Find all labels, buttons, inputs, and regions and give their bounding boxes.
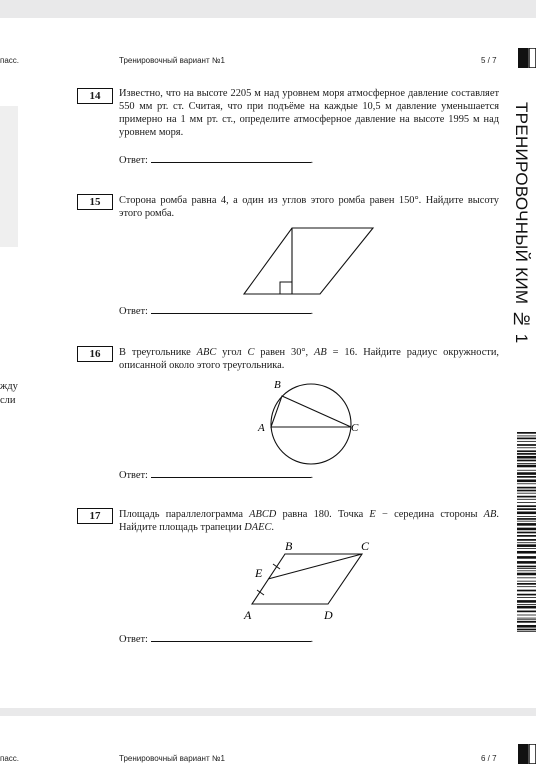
problem-17-text — [119, 508, 499, 534]
barcode-stripe — [517, 551, 536, 554]
problem-number-16 — [77, 346, 113, 362]
barcode-stripe — [517, 544, 536, 547]
barcode-stripe — [517, 441, 536, 442]
barcode-stripe — [517, 490, 536, 492]
barcode-stripe — [517, 447, 536, 448]
next-worksheet-page — [0, 716, 536, 776]
barcode-stripe — [517, 518, 536, 520]
barcode-stripe — [517, 496, 536, 498]
text-part: Площадь параллелограмма — [119, 509, 250, 520]
text-part: равен 30°, — [254, 347, 315, 358]
barcode-stripe — [517, 432, 536, 434]
math-label: C — [247, 347, 255, 358]
problem-number-text: 16 — [89, 348, 101, 360]
barcode-stripe — [517, 476, 536, 478]
answer-field-16[interactable] — [119, 468, 313, 481]
barcode-stripe — [517, 590, 536, 592]
answer-line[interactable] — [151, 304, 311, 314]
math-label: E — [369, 509, 376, 520]
barcode-stripe — [517, 611, 536, 613]
barcode-stripe — [517, 631, 536, 632]
circle-triangle-figure — [252, 376, 362, 472]
barcode-stripe — [517, 573, 536, 576]
text-part: угол — [216, 347, 248, 358]
barcode-stripe — [517, 583, 536, 585]
answer-label: Ответ: — [119, 634, 148, 645]
barcode-stripe — [517, 523, 536, 526]
problem-number-14: 14 — [77, 88, 113, 104]
barcode-stripe — [517, 499, 536, 500]
left-text-fragment: жду — [0, 381, 18, 392]
math-label: ABC — [196, 347, 217, 358]
parallelogram-figure — [240, 538, 380, 628]
corner-marker — [518, 48, 536, 68]
rhombus-figure — [240, 224, 376, 298]
barcode-stripe — [517, 453, 536, 455]
problem-number-17: 17 — [77, 508, 113, 524]
barcode-stripe — [517, 618, 536, 619]
answer-terminator: . — [310, 634, 314, 645]
barcode-stripe — [517, 594, 536, 596]
barcode-stripe — [517, 528, 536, 531]
barcode-stripe — [517, 581, 536, 582]
answer-field-14[interactable] — [119, 153, 313, 166]
barcode-stripe — [517, 516, 536, 517]
barcode-stripe — [517, 600, 536, 603]
barcode-stripe — [517, 548, 536, 549]
text-part: . Найдите площадь трапеции — [119, 509, 499, 533]
answer-label: Ответ: — [119, 155, 148, 166]
answer-line[interactable] — [151, 153, 311, 163]
barcode-stripe — [517, 502, 536, 503]
math-label: AB — [483, 509, 497, 520]
barcode-stripe — [517, 625, 536, 628]
margin-block — [0, 106, 18, 247]
header-left-fragment: пасс. — [0, 56, 20, 65]
barcode-stripe — [517, 568, 536, 569]
vertical-title-text: ТРЕНИРОВОЧНЫЙ КИМ № 1 — [512, 102, 531, 344]
vertex-label-e: E — [255, 566, 263, 580]
corner-marker — [518, 744, 536, 764]
barcode-stripe — [517, 436, 536, 437]
answer-label: Ответ: — [119, 306, 148, 317]
worksheet-page — [0, 18, 536, 708]
barcode-stripe — [517, 619, 536, 620]
vertex-label-d: D — [324, 608, 333, 622]
answer-line[interactable] — [151, 632, 311, 642]
barcode-stripe — [517, 570, 536, 571]
left-text-fragment: сли — [0, 395, 16, 406]
text-part: = 16. Найдите радиус окружности, описанной около этого треугольника. — [119, 347, 500, 371]
header-title: Тренировочный вариант №1 — [119, 754, 225, 763]
vertex-label-a: A — [258, 422, 265, 434]
answer-terminator: . — [310, 306, 314, 317]
text-part: равна 180. Точка — [276, 509, 370, 520]
barcode-stripe — [517, 521, 536, 522]
barcode-stripe — [517, 460, 536, 462]
vertex-label-a: A — [244, 608, 252, 622]
barcode-stripe — [517, 450, 536, 452]
answer-field-15[interactable] — [119, 304, 313, 317]
barcode-stripe — [517, 508, 536, 510]
barcode-stripe — [517, 479, 536, 482]
barcode-stripe — [517, 597, 536, 598]
header-title: Тренировочный вариант №1 — [119, 56, 225, 65]
barcode-stripe — [517, 532, 536, 534]
barcode-stripe — [517, 470, 536, 471]
barcode-stripe — [517, 539, 536, 541]
barcode-stripe — [517, 535, 536, 537]
barcode-stripe — [517, 472, 536, 475]
answer-line[interactable] — [151, 468, 311, 478]
header-page-number: 5 / 7 — [481, 56, 497, 65]
barcode-stripe — [517, 604, 536, 605]
answer-terminator: . — [310, 470, 314, 481]
answer-terminator: . — [310, 155, 314, 166]
vertical-title — [511, 102, 533, 382]
barcode-stripe — [517, 487, 536, 489]
barcode-stripe — [517, 586, 536, 587]
barcode-stripe — [517, 556, 536, 559]
problem-number-15: 15 — [77, 194, 113, 210]
math-label: DAEC — [244, 522, 272, 533]
barcode-stripe — [517, 493, 536, 494]
barcode-stripe — [517, 483, 536, 484]
barcode-stripe — [517, 561, 536, 564]
answer-label: Ответ: — [119, 470, 148, 481]
problem-16-text — [119, 346, 499, 372]
barcode-stripe — [517, 615, 536, 616]
barcode-stripe — [517, 444, 536, 446]
barcode-stripe — [517, 542, 536, 543]
text-part: − середина стороны — [375, 509, 484, 520]
barcode-stripe — [517, 463, 536, 464]
barcode-stripe — [517, 621, 536, 623]
vertex-label-b: B — [285, 539, 293, 553]
vertex-label-c: C — [351, 422, 359, 434]
barcode-stripe — [517, 505, 536, 507]
barcode-stripe — [517, 606, 536, 609]
vertex-label-c: C — [361, 539, 370, 553]
text-part: . — [271, 522, 274, 533]
problem-14-text: Известно, что на высоте 2205 м над уровнем моря атмосферное давление составляет 550 мм рт. ст. Считая, что при подъёме на каждые 10,5 м давление уменьшается примерно на 1 мм рт. ст., определите атмосферное давление на высоте 1995 м над уровнем моря. — [119, 88, 499, 138]
barcode-stripe — [517, 456, 536, 459]
header-page-number: 6 / 7 — [481, 754, 497, 763]
math-label: ABCD — [249, 509, 277, 520]
barcode — [517, 432, 536, 632]
barcode-stripe — [517, 438, 536, 440]
barcode-stripe — [517, 465, 536, 468]
barcode-stripe — [517, 577, 536, 578]
math-label: AB — [314, 347, 327, 358]
answer-field-17[interactable] — [119, 632, 313, 645]
vertex-label-b: B — [274, 379, 281, 391]
problem-15-text: Сторона ромба равна 4, а один из углов этого ромба равен 150°. Найдите высоту этого ромба. — [119, 195, 499, 219]
text-part: В треугольнике — [119, 347, 197, 358]
barcode-stripe — [517, 629, 536, 631]
header-left-fragment: пасс. — [0, 754, 20, 763]
barcode-stripe — [517, 512, 536, 515]
barcode-stripe — [517, 566, 536, 568]
